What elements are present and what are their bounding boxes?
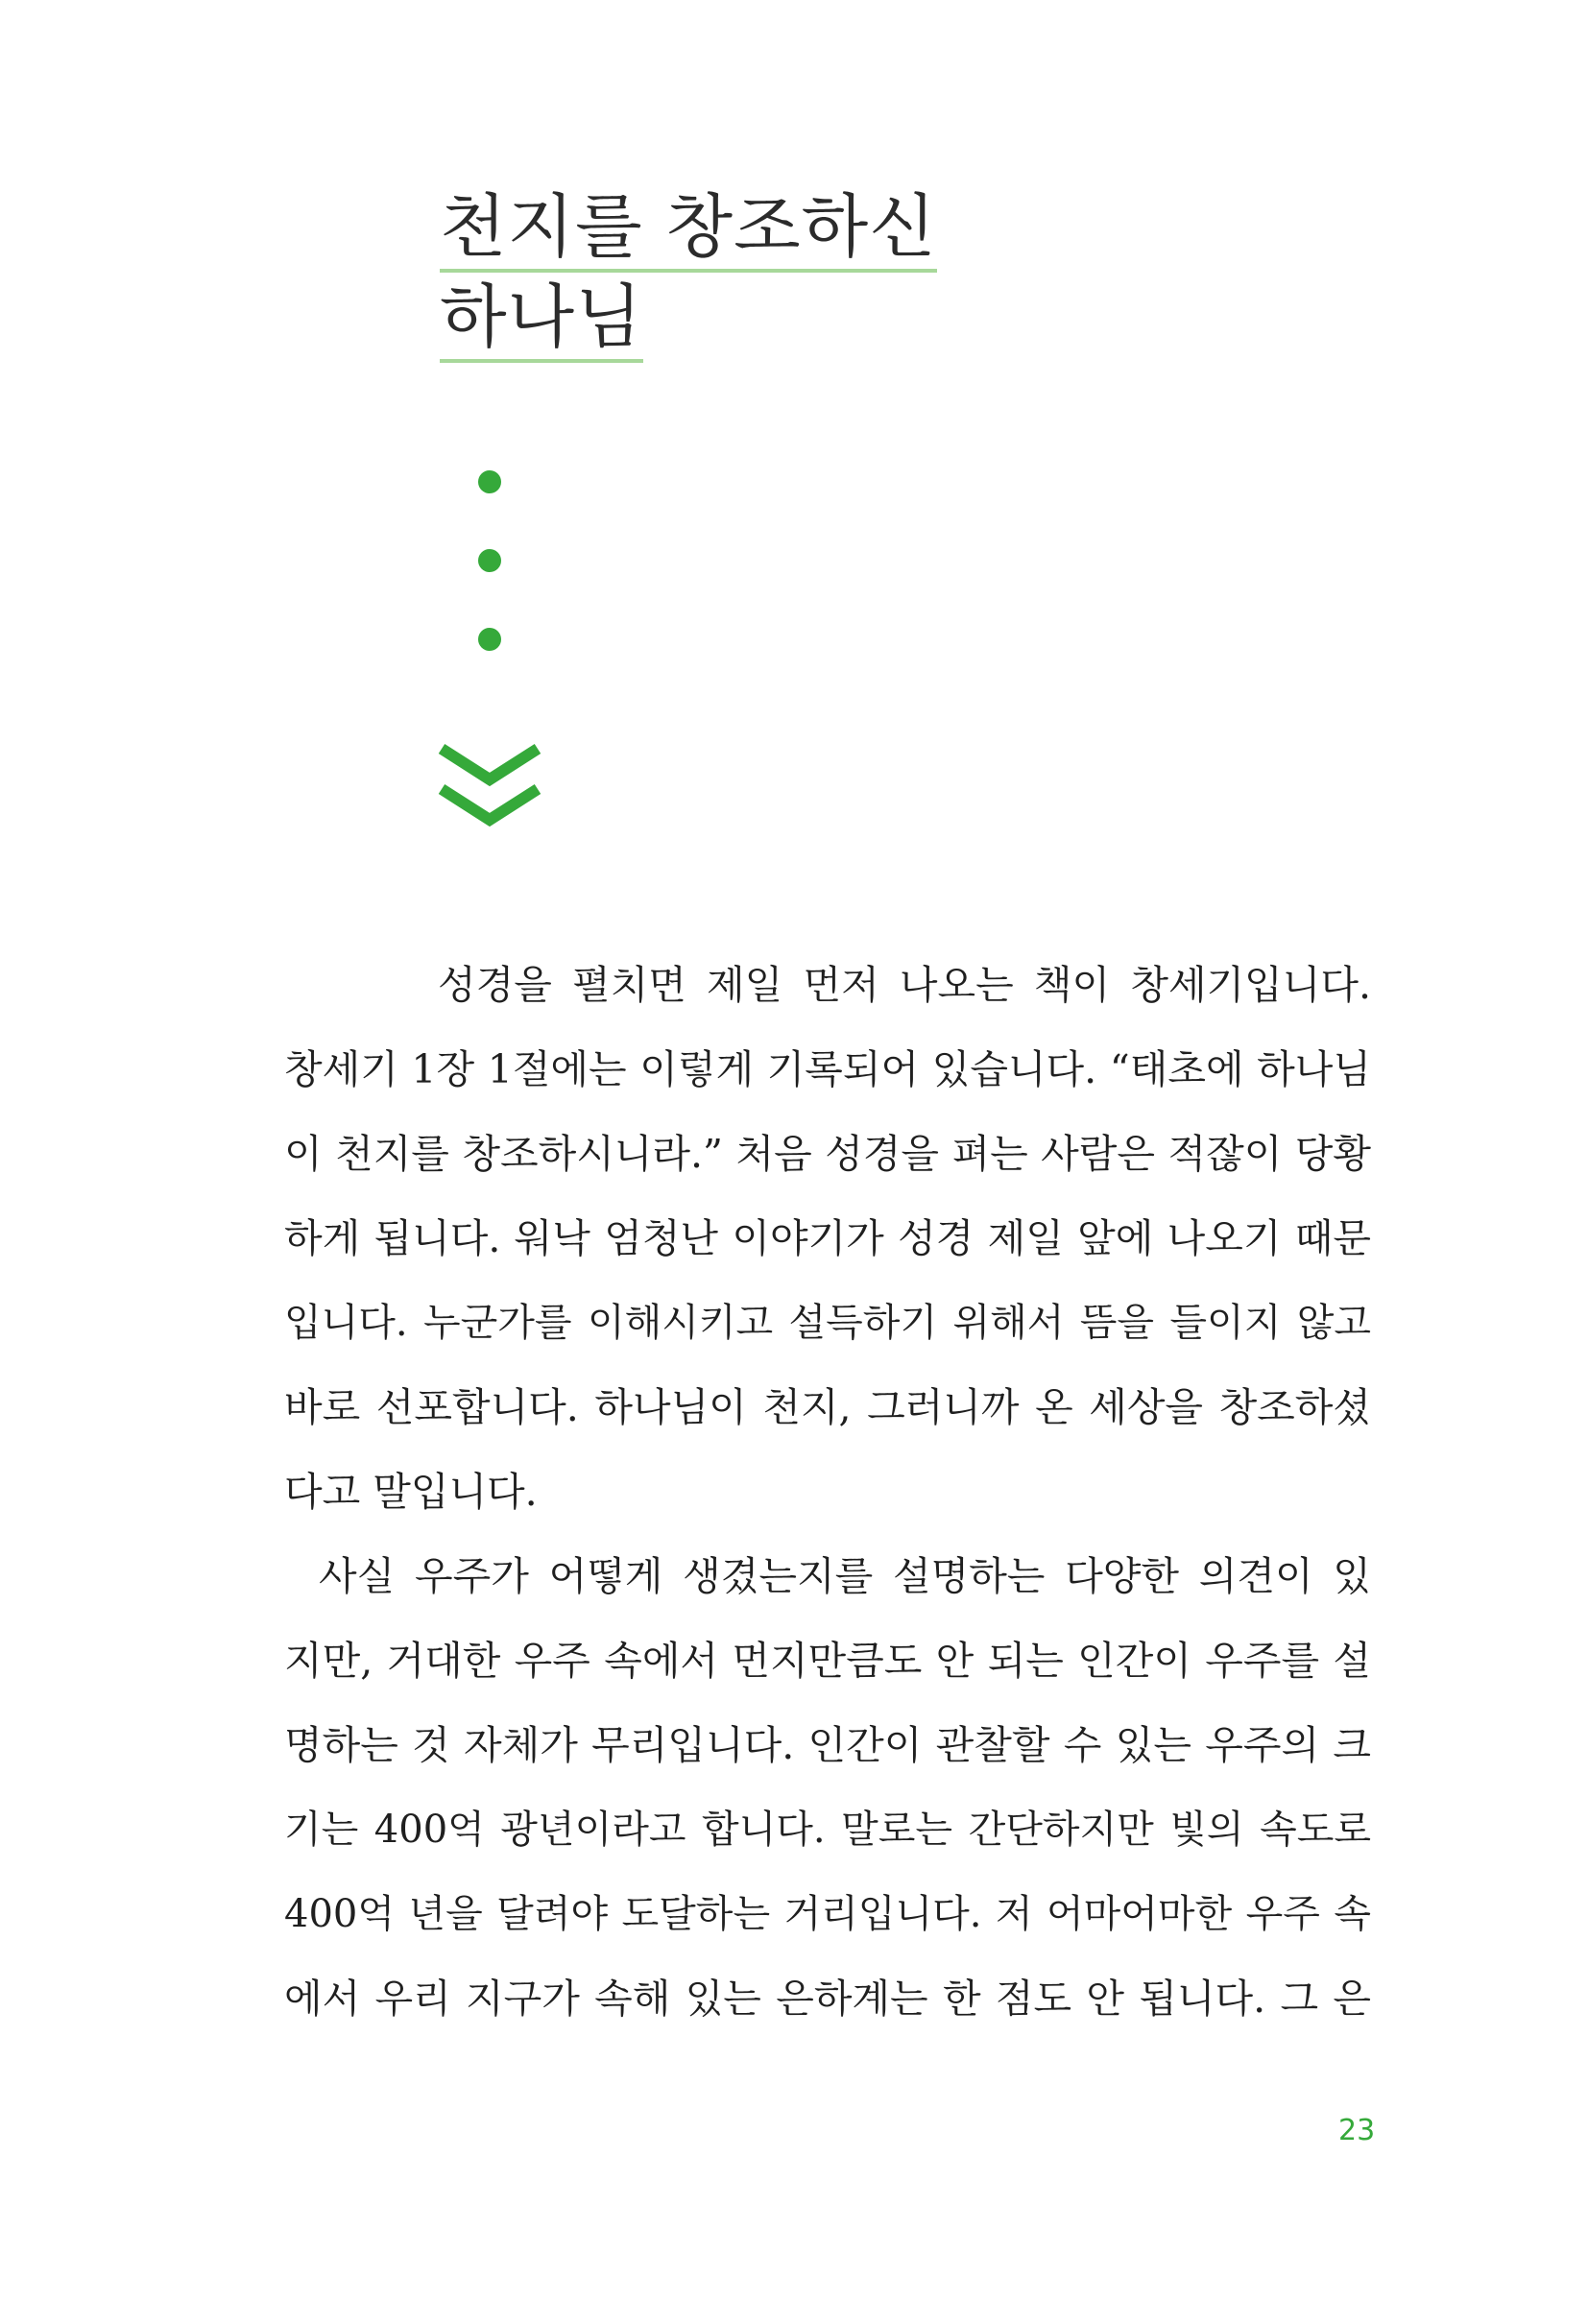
body-line: 성경을 펼치면 제일 먼저 나오는 책이 창세기입니다. — [438, 962, 1371, 1008]
body-line: 기는 400억 광년이라고 합니다. 말로는 간단하지만 빛의 속도로 — [284, 1808, 1371, 1852]
body-line: 지만, 거대한 우주 속에서 먼지만큼도 안 되는 인간이 우주를 설 — [284, 1638, 1371, 1684]
decorative-dot-2 — [478, 549, 501, 572]
decorative-dot-3 — [478, 628, 501, 651]
body-line: 창세기 1장 1절에는 이렇게 기록되어 있습니다. “태초에 하나님 — [284, 1046, 1371, 1092]
decorative-dot-1 — [478, 470, 501, 493]
body-paragraphs — [284, 943, 1371, 2041]
body-line: 에서 우리 지구가 속해 있는 은하계는 한 점도 안 됩니다. 그 은 — [284, 1976, 1371, 2022]
body-line: 400억 년을 달려야 도달하는 거리입니다. 저 어마어마한 우주 속 — [284, 1892, 1371, 1936]
double-chevron-down-icon — [434, 741, 545, 837]
body-line: 입니다. 누군가를 이해시키고 설득하기 위해서 뜸을 들이지 않고 — [284, 1301, 1371, 1345]
body-line: 다고 말입니다. — [284, 1469, 538, 1515]
chapter-title — [440, 188, 937, 369]
chapter-title-line-1: 천지를 창조하신 — [440, 188, 937, 273]
body-line: 명하는 것 자체가 무리입니다. 인간이 관찰할 수 있는 우주의 크 — [284, 1722, 1371, 1768]
body-line: 이 천지를 창조하시니라.” 처음 성경을 펴는 사람은 적잖이 당황 — [284, 1131, 1371, 1177]
chapter-title-line-2: 하나님 — [440, 278, 643, 363]
body-line: 바로 선포합니다. 하나님이 천지, 그러니까 온 세상을 창조하셨 — [284, 1384, 1371, 1430]
body-line: 하게 됩니다. 워낙 엄청난 이야기가 성경 제일 앞에 나오기 때문 — [284, 1215, 1371, 1261]
page-number: 23 — [1338, 2114, 1376, 2147]
body-line: 사실 우주가 어떻게 생겼는지를 설명하는 다양한 의견이 있 — [319, 1553, 1371, 1599]
